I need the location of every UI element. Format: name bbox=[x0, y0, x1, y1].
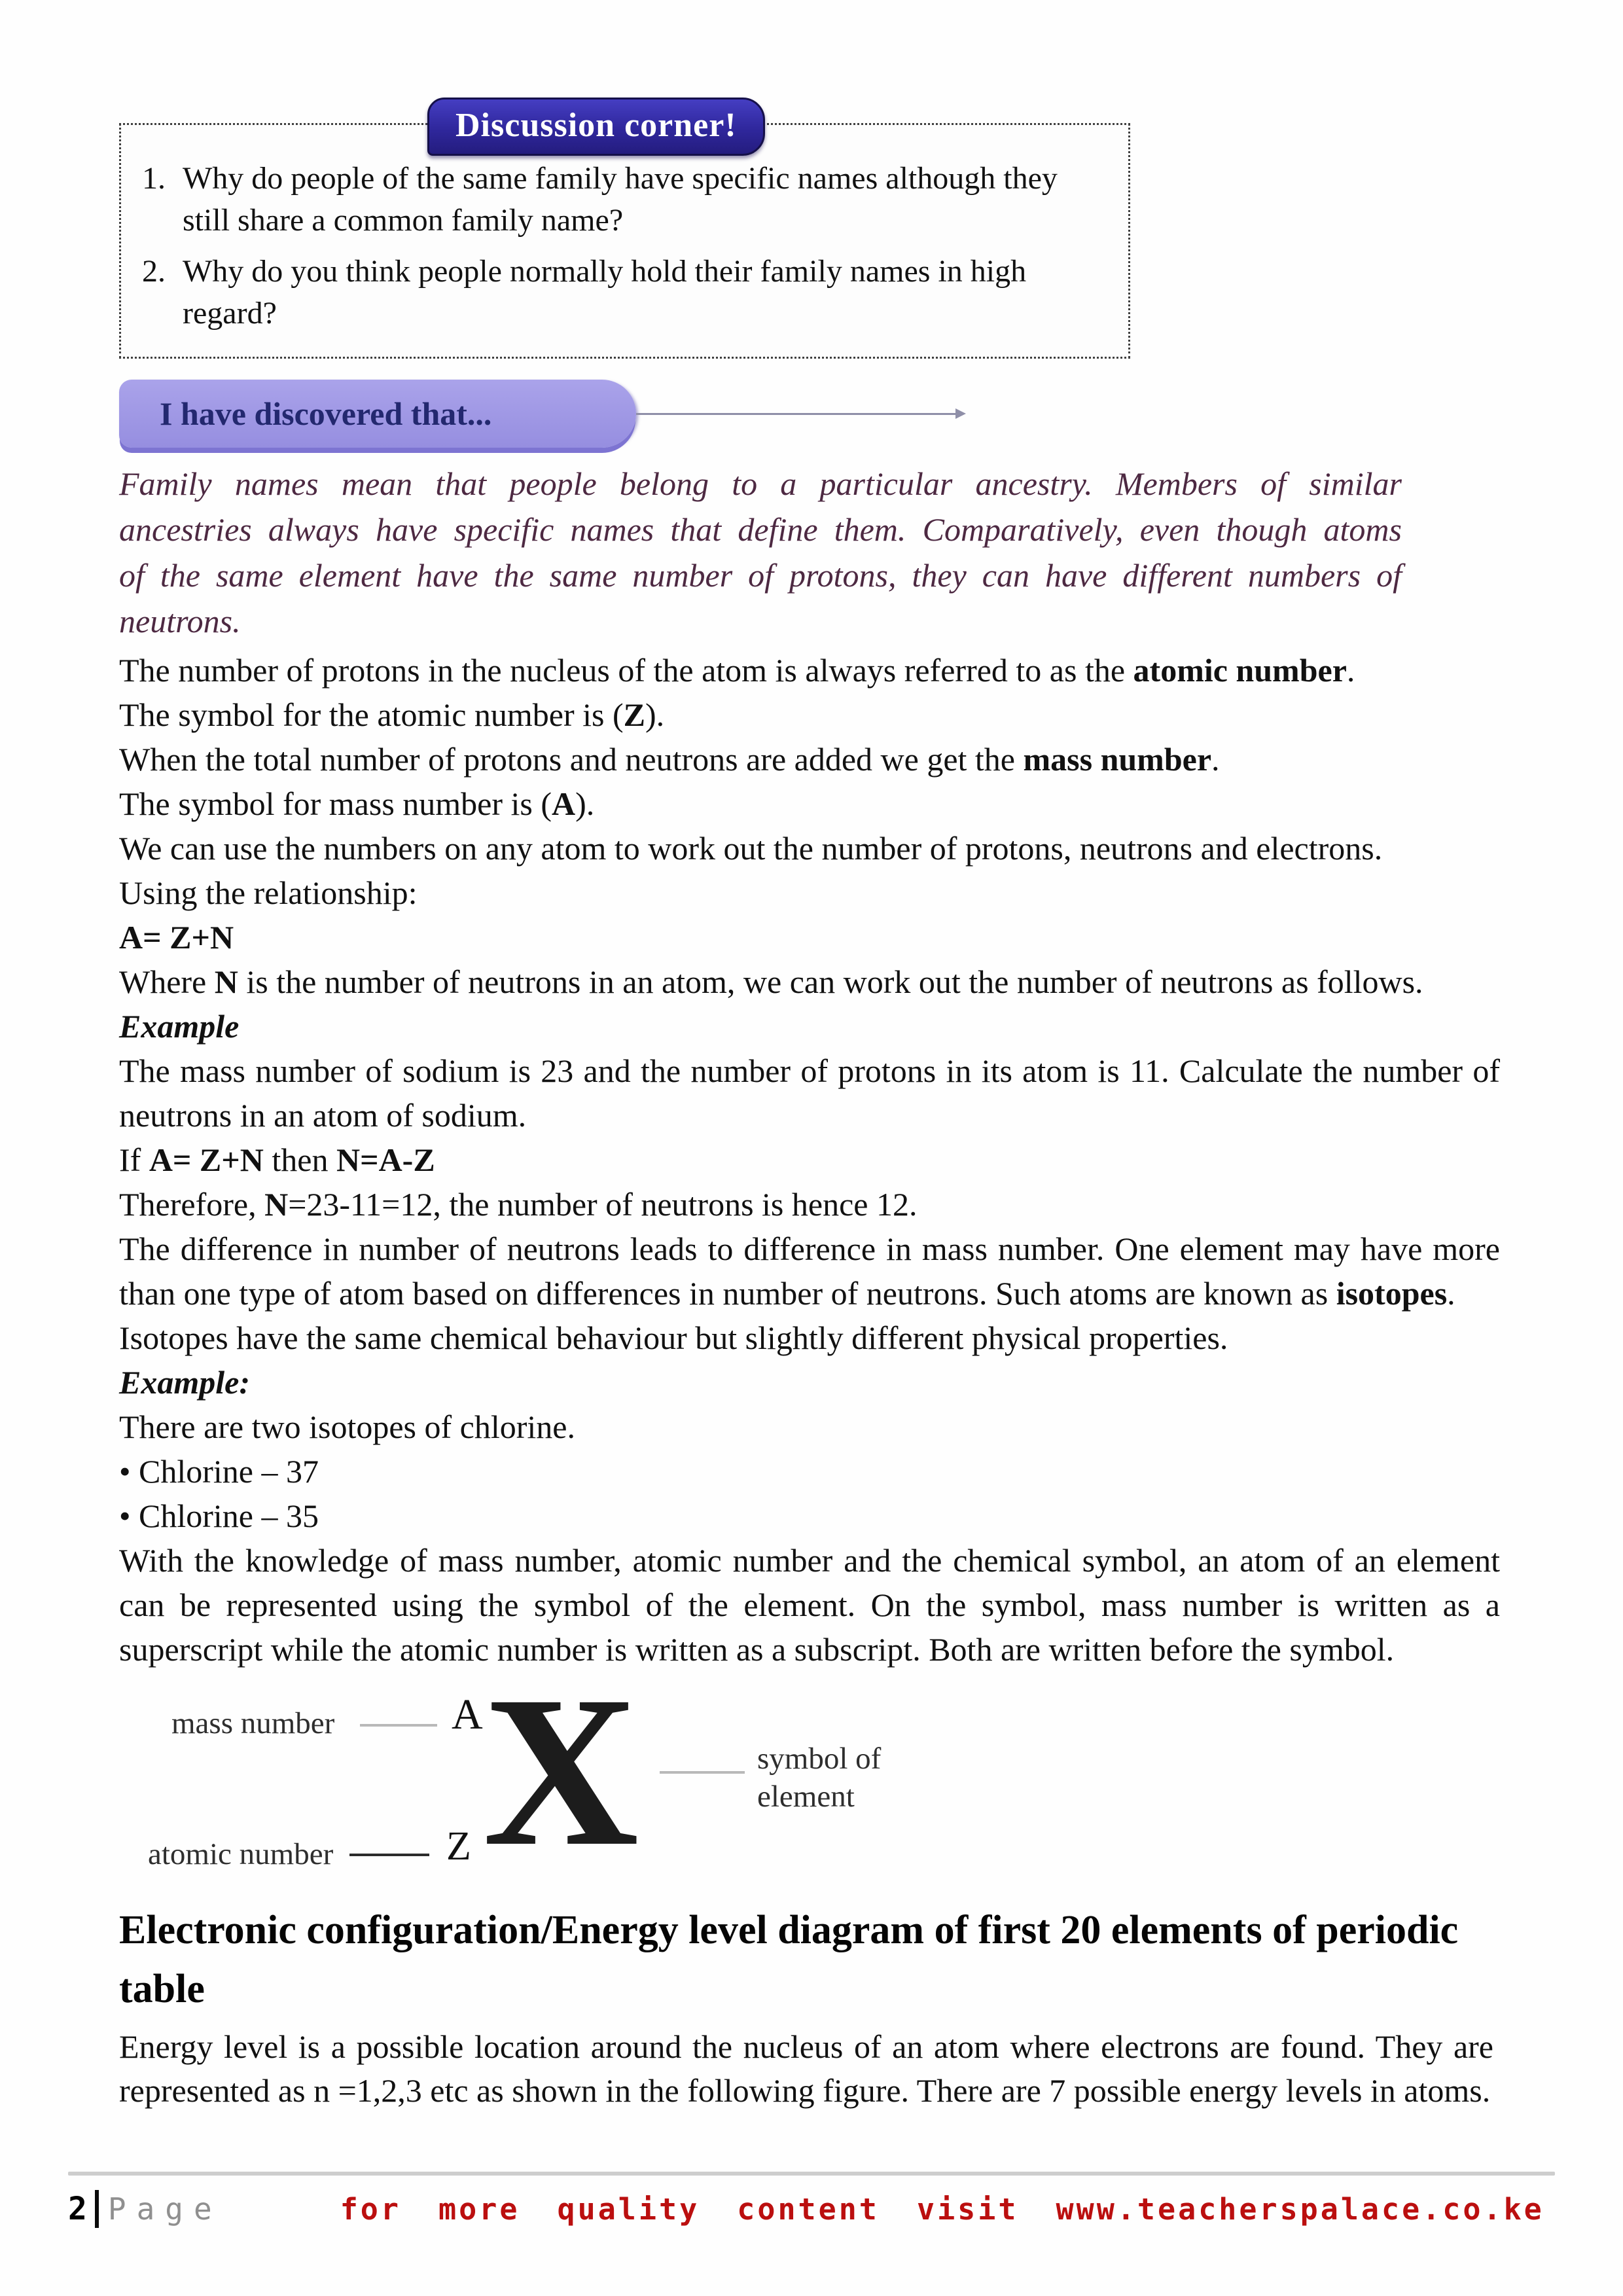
page-footer bbox=[68, 2172, 1555, 2228]
atomic-number-pointer-line bbox=[349, 1854, 429, 1856]
discussion-corner-box bbox=[119, 107, 1130, 359]
arrowhead-icon bbox=[955, 408, 966, 419]
symbol-of-element-label: symbol of element bbox=[757, 1742, 882, 1814]
body-paragraph: The symbol for the atomic number is (Z). bbox=[119, 696, 665, 733]
body-paragraph: When the total number of protons and neutrons are added we get the mass number. bbox=[119, 741, 1220, 778]
discussion-question-2 bbox=[142, 251, 1101, 334]
question-number: 1. bbox=[142, 161, 166, 196]
discovered-banner bbox=[119, 380, 636, 448]
footer-note: for more quality content visit www.teacherspalace.co.ke bbox=[340, 2191, 1544, 2227]
body-paragraph: The number of protons in the nucleus of the atom is always referred to as the atomic number. bbox=[119, 652, 1355, 689]
body-paragraph: • Chlorine – 35 bbox=[119, 1498, 319, 1534]
body-paragraph: Example: bbox=[119, 1364, 250, 1401]
discussion-corner-tab bbox=[427, 98, 765, 156]
question-number: 2. bbox=[142, 254, 166, 289]
symbol-pointer-line bbox=[660, 1771, 745, 1774]
body-paragraph: Therefore, N=23-11=12, the number of neutrons is hence 12. bbox=[119, 1186, 918, 1223]
footer-row bbox=[68, 2190, 1555, 2228]
atom-symbol-diagram bbox=[119, 1652, 1504, 1891]
footer-divider bbox=[68, 2172, 1555, 2176]
discussion-corner-title: Discussion corner! bbox=[455, 107, 737, 144]
body-paragraph: With the knowledge of mass number, atomic number and the chemical symbol, an atom of an element can be represented using the symbol of the element. On the symbol, mass number is written as a superscript while the atomic number is written as a subscript. Both are written before the symbol. bbox=[119, 1542, 1500, 1668]
body-paragraph: The mass number of sodium is 23 and the number of protons in its atom is 11. Calculate the number of neutrons in an atom of sodium. bbox=[119, 1052, 1500, 1134]
body-text bbox=[119, 648, 1500, 1672]
discovery-text bbox=[119, 461, 1402, 644]
discovery-line: ancestries always have specific names that define them. Comparatively, even though atoms bbox=[119, 511, 1402, 548]
question-text: Why do you think people normally hold their family names in high regard? bbox=[183, 254, 1027, 331]
body-paragraph: • Chlorine – 37 bbox=[119, 1453, 319, 1490]
divider-bar bbox=[95, 2190, 99, 2228]
body-paragraph: Using the relationship: bbox=[119, 874, 418, 911]
body-paragraph: If A= Z+N then N=A-Z bbox=[119, 1141, 435, 1178]
body-paragraph: We can use the numbers on any atom to work out the number of protons, neutrons and electrons. bbox=[119, 830, 1383, 867]
question-text: Why do people of the same family have specific names although they still share a common family name? bbox=[183, 161, 1058, 238]
mass-number-pointer-line bbox=[360, 1724, 437, 1727]
connector-line bbox=[636, 413, 963, 415]
body-paragraph: The difference in number of neutrons leads to difference in mass number. One element may have more than one type of atom based on differences in number of neutrons. Such atoms are known as isotopes. bbox=[119, 1230, 1500, 1312]
body-paragraph: Where N is the number of neutrons in an atom, we can work out the number of neutrons as follows. bbox=[119, 963, 1423, 1000]
closing-paragraph: Energy level is a possible location around the nucleus of an atom where electrons are found. They are represented as n =1,2,3 etc as shown in the following figure. There are 7 possible energy levels in atoms. bbox=[119, 2028, 1493, 2109]
atomic-number-symbol: Z bbox=[446, 1824, 471, 1869]
discovery-line: neutrons. bbox=[119, 603, 241, 639]
page-word: Page bbox=[107, 2191, 223, 2227]
body-paragraph: There are two isotopes of chlorine. bbox=[119, 1408, 575, 1445]
page-number: 2 bbox=[68, 2191, 87, 2227]
discovery-line: of the same element have the same number of protons, they can have different numbers of bbox=[119, 557, 1402, 594]
body-paragraph: The symbol for mass number is (A). bbox=[119, 785, 595, 822]
discussion-question-1 bbox=[142, 158, 1101, 242]
body-paragraph: Example bbox=[119, 1008, 240, 1045]
mass-number-label: mass number bbox=[171, 1706, 335, 1740]
body-paragraph: A= Z+N bbox=[119, 919, 234, 956]
atomic-number-label: atomic number bbox=[148, 1837, 334, 1871]
discovered-banner-row bbox=[119, 376, 1504, 452]
discovery-line: Family names mean that people belong to a particular ancestry. Members of similar bbox=[119, 465, 1402, 502]
body-paragraph: Isotopes have the same chemical behaviour but slightly different physical properties. bbox=[119, 1319, 1228, 1356]
element-symbol-letter: X bbox=[483, 1652, 639, 1891]
discovered-banner-title: I have discovered that... bbox=[160, 395, 492, 432]
mass-number-symbol: A bbox=[452, 1691, 483, 1738]
section-heading: Electronic configuration/Energy level diagram of first 20 elements of periodic table bbox=[119, 1908, 1459, 2011]
